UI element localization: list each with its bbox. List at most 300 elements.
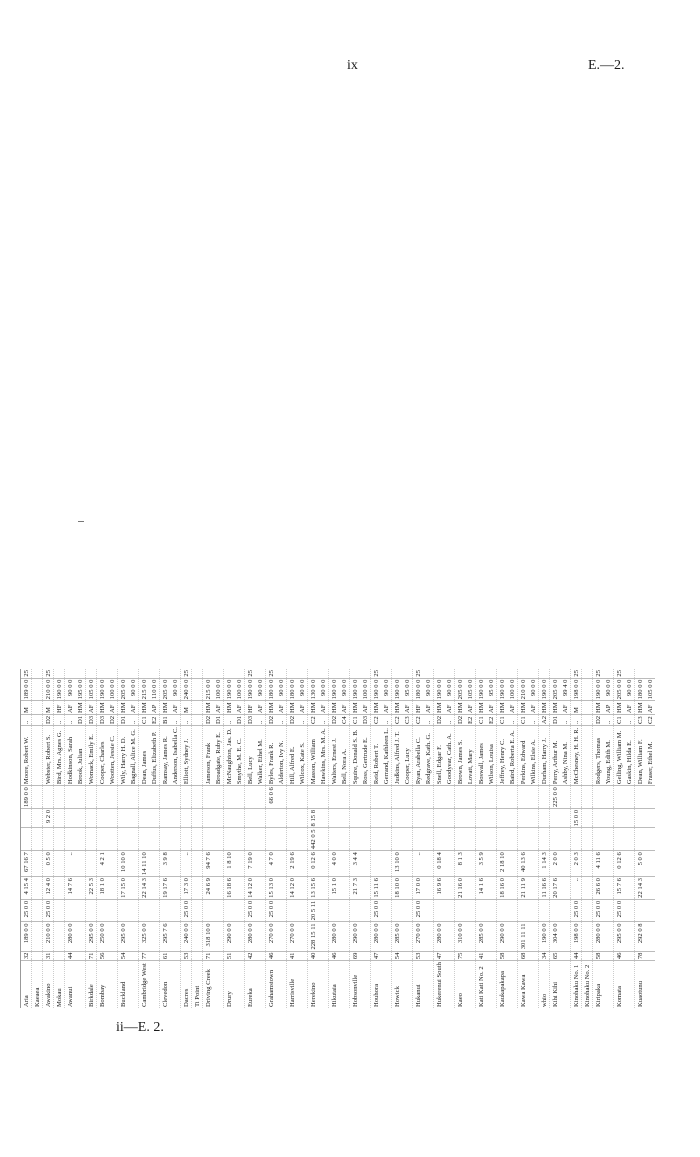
amount-cell-4: [329, 808, 340, 827]
amount-cell-3: [550, 828, 561, 851]
amount-cell-1: [318, 877, 329, 900]
teacher-name: Snell, Edgar F.: [434, 726, 445, 786]
amount-cell-2: 67 16 7: [21, 851, 32, 877]
salary-cell: 285 0 0: [476, 922, 487, 951]
house-allowance-cell: [507, 899, 518, 922]
amount-cell-5: [97, 786, 108, 809]
teacher-salary-cell: [192, 678, 203, 701]
teacher-salary-cell: 90 0 0: [276, 678, 287, 701]
teacher-name: Goodyear, Cath. A.: [444, 726, 455, 786]
teacher-salary-cell: 105 0 0: [465, 678, 476, 701]
amount-cell-3: [54, 828, 65, 851]
table-row: [97, 669, 108, 1008]
amount-cell-5: [645, 786, 655, 809]
allowance-cell: [86, 669, 97, 678]
position-cell: AF: [486, 701, 497, 715]
amount-cell-3: [128, 828, 139, 851]
table-row: [318, 669, 329, 1008]
classification-cell: ..: [54, 714, 65, 725]
amount-cell-3: [518, 828, 529, 851]
grade-cell: [75, 951, 86, 961]
house-allowance-cell: [350, 899, 361, 922]
amount-cell-4: [635, 808, 646, 827]
grade-cell: [192, 951, 203, 961]
table-row: [455, 669, 466, 1008]
salary-cell: 228 15 11: [308, 922, 319, 951]
grade-cell: 44: [571, 951, 582, 961]
house-allowance-cell: [550, 899, 561, 922]
school-name: [645, 961, 655, 1008]
amount-cell-2: 2 0 3: [571, 851, 582, 877]
amount-cell-2: 4 0 0: [329, 851, 340, 877]
amount-cell-2: [444, 851, 455, 877]
position-cell: HM: [160, 701, 171, 715]
classification-cell: D1: [550, 714, 561, 725]
school-name: Kati Kati No. 2: [476, 961, 487, 1008]
amount-cell-1: 17 3 0: [181, 877, 192, 900]
house-allowance-cell: [402, 899, 413, 922]
teacher-salary-cell: 190 0 0: [350, 678, 361, 701]
house-allowance-cell: 25 0 0: [21, 899, 32, 922]
school-name: Hukanui: [413, 961, 424, 1008]
grade-cell: [149, 951, 160, 961]
amount-cell-1: 19 17 6: [160, 877, 171, 900]
table-row: [645, 669, 655, 1008]
grade-cell: 69: [350, 951, 361, 961]
teacher-name: Broadgate, Ruby E.: [213, 726, 224, 786]
amount-cell-5: [118, 786, 129, 809]
allowance-cell: [528, 669, 539, 678]
amount-cell-2: [54, 851, 65, 877]
school-name: Kaeaea: [32, 961, 43, 1008]
table-row: [75, 669, 86, 1008]
amount-cell-3: [539, 828, 550, 851]
house-allowance-cell: [86, 899, 97, 922]
grade-cell: 53: [413, 951, 424, 961]
teacher-salary-cell: 100 0 0: [234, 678, 245, 701]
house-allowance-cell: [75, 899, 86, 922]
position-cell: HM: [266, 701, 277, 715]
table-row: [245, 669, 256, 1008]
amount-cell-4: [582, 808, 593, 827]
amount-cell-3: [118, 828, 129, 851]
amount-cell-1: [645, 877, 655, 900]
amount-cell-1: 14 12 0: [245, 877, 256, 900]
allowance-cell: [497, 669, 508, 678]
grade-cell: [318, 951, 329, 961]
table-row: [582, 669, 593, 1008]
teacher-name: [582, 726, 593, 786]
salary-cell: [624, 922, 635, 951]
classification-cell: D3: [86, 714, 97, 725]
amount-cell-3: [107, 828, 118, 851]
amount-cell-1: [465, 877, 476, 900]
amount-cell-2: 3 4 4: [350, 851, 361, 877]
amount-cell-2: 0 5 0: [43, 851, 54, 877]
position-cell: AF: [423, 701, 434, 715]
allowance-cell: [539, 669, 550, 678]
position-cell: HM: [392, 701, 403, 715]
school-name: [507, 961, 518, 1008]
allowance-cell: [54, 669, 65, 678]
amount-cell-3: [43, 828, 54, 851]
teacher-name: Young, Edith M.: [603, 726, 614, 786]
school-name: Dacres: [181, 961, 192, 1008]
amount-cell-3: [593, 828, 604, 851]
teacher-salary-cell: 205 0 0: [160, 678, 171, 701]
amount-cell-3: [582, 828, 593, 851]
amount-cell-2: [624, 851, 635, 877]
amount-cell-4: [560, 808, 571, 827]
school-name: [149, 961, 160, 1008]
teacher-salary-cell: 189 0 0: [21, 678, 32, 701]
grade-cell: [582, 951, 593, 961]
amount-cell-1: [339, 877, 350, 900]
house-allowance-cell: [635, 899, 646, 922]
salary-cell: [560, 922, 571, 951]
teacher-name: Lovatt, Mary: [465, 726, 476, 786]
school-name: [528, 961, 539, 1008]
grade-cell: [444, 951, 455, 961]
amount-cell-4: [287, 808, 298, 827]
amount-cell-5: [582, 786, 593, 809]
salary-cell: 270 0 0: [287, 922, 298, 951]
allowance-cell: [149, 669, 160, 678]
salary-cell: 280 0 0: [593, 922, 604, 951]
house-allowance-cell: [528, 899, 539, 922]
teacher-name: Walker, Ethel M.: [255, 726, 266, 786]
amount-cell-3: [455, 828, 466, 851]
amount-cell-5: [297, 786, 308, 809]
teacher-name: Alderton, Ivy N.: [276, 726, 287, 786]
amount-cell-1: [560, 877, 571, 900]
teacher-salary-cell: 90 0 0: [603, 678, 614, 701]
amount-cell-2: ..: [413, 851, 424, 877]
classification-cell: ..: [224, 714, 235, 725]
amount-cell-3: [497, 828, 508, 851]
house-allowance-cell: [645, 899, 655, 922]
amount-cell-1: [402, 877, 413, 900]
amount-cell-2: 2 18 10: [497, 851, 508, 877]
salary-cell: 280 0 0: [329, 922, 340, 951]
amount-cell-3: [21, 828, 32, 851]
allowance-cell: [160, 669, 171, 678]
amount-cell-4: [402, 808, 413, 827]
salary-cell: 250 0 0: [97, 922, 108, 951]
amount-cell-3: [149, 828, 160, 851]
house-allowance-cell: [624, 899, 635, 922]
allowance-cell: [118, 669, 129, 678]
teacher-name: Ross, Gertrude E.: [360, 726, 371, 786]
teacher-salary-cell: 190 0 0: [329, 678, 340, 701]
position-cell: HM: [476, 701, 487, 715]
amount-cell-1: [75, 877, 86, 900]
allowance-cell: [170, 669, 181, 678]
amount-cell-1: [192, 877, 203, 900]
position-cell: HM: [614, 701, 625, 715]
teacher-salary-cell: 240 0 0: [181, 678, 192, 701]
classification-cell: C1: [497, 714, 508, 725]
amount-cell-3: [507, 828, 518, 851]
table-row: [381, 669, 392, 1008]
table-row: [255, 669, 266, 1008]
teacher-name: [32, 726, 43, 786]
position-cell: AF: [107, 701, 118, 715]
amount-cell-3: [224, 828, 235, 851]
school-name: Kuaotunu: [635, 961, 646, 1008]
amount-cell-3: [181, 828, 192, 851]
amount-cell-1: [297, 877, 308, 900]
classification-cell: C2: [392, 714, 403, 725]
allowance-cell: [518, 669, 529, 678]
allowance-cell: [255, 669, 266, 678]
position-cell: AF: [297, 701, 308, 715]
amount-cell-2: [507, 851, 518, 877]
house-allowance-cell: [339, 899, 350, 922]
allowance-cell: [234, 669, 245, 678]
salary-cell: 295 0 0: [614, 922, 625, 951]
amount-cell-5: [160, 786, 171, 809]
salary-cell: [444, 922, 455, 951]
amount-cell-3: [381, 828, 392, 851]
amount-cell-2: 0 12 6: [614, 851, 625, 877]
teacher-salary-cell: 215 0 0: [203, 678, 214, 701]
amount-cell-3: [560, 828, 571, 851]
position-cell: AP: [149, 701, 160, 715]
grade-cell: [381, 951, 392, 961]
grade-cell: 47: [371, 951, 382, 961]
position-cell: AF: [444, 701, 455, 715]
salary-cell: [297, 922, 308, 951]
teacher-salary-cell: 95 0 0: [402, 678, 413, 701]
teacher-name: Webster, Robert S.: [43, 726, 54, 786]
amount-cell-1: [54, 877, 65, 900]
amount-cell-4: [550, 808, 561, 827]
teacher-name: Gelling, William M.: [614, 726, 625, 786]
amount-cell-5: [139, 786, 150, 809]
amount-cell-4: [486, 808, 497, 827]
teacher-name: Ramsay, James R.: [160, 726, 171, 786]
classification-cell: ..: [297, 714, 308, 725]
allowance-cell: [75, 669, 86, 678]
classification-cell: E2: [149, 714, 160, 725]
teacher-name: Bird, Mrs. Agnes G.: [54, 726, 65, 786]
table-row: [360, 669, 371, 1008]
classification-cell: ..: [381, 714, 392, 725]
teacher-salary-cell: 205 0 0: [118, 678, 129, 701]
amount-cell-5: [339, 786, 350, 809]
allowance-cell: [276, 669, 287, 678]
amount-cell-4: [203, 808, 214, 827]
house-allowance-cell: [224, 899, 235, 922]
classification-cell: ..: [128, 714, 139, 725]
allowance-cell: [339, 669, 350, 678]
amount-cell-5: [486, 786, 497, 809]
classification-cell: ..: [318, 714, 329, 725]
amount-cell-3: [297, 828, 308, 851]
allowance-cell: [645, 669, 655, 678]
salary-cell: 290 0 0: [350, 922, 361, 951]
amount-cell-3: [160, 828, 171, 851]
position-cell: AF: [624, 701, 635, 715]
amount-cell-4: [381, 808, 392, 827]
amount-cell-2: 10 10 0: [118, 851, 129, 877]
school-name: Cambridge West: [139, 961, 150, 1008]
table-row: [21, 669, 32, 1008]
salary-cell: 270 0 0: [266, 922, 277, 951]
amount-cell-2: 0 12 6: [308, 851, 319, 877]
amount-cell-5: [329, 786, 340, 809]
table-row: [497, 669, 508, 1008]
classification-cell: C1: [350, 714, 361, 725]
position-cell: [582, 701, 593, 715]
school-name: [255, 961, 266, 1008]
salary-cell: 290 0 0: [224, 922, 235, 951]
teacher-name: Fraser, Ethel M.: [645, 726, 655, 786]
teacher-salary-cell: 90 0 0: [381, 678, 392, 701]
teacher-salary-cell: 205 0 0: [455, 678, 466, 701]
classification-cell: C2: [413, 714, 424, 725]
allowance-cell: [203, 669, 214, 678]
amount-cell-2: [381, 851, 392, 877]
house-allowance-cell: [213, 899, 224, 922]
table-row: [181, 669, 192, 1008]
house-allowance-cell: [54, 899, 65, 922]
amount-cell-4: [465, 808, 476, 827]
classification-cell: ..: [624, 714, 635, 725]
school-name: Howick: [392, 961, 403, 1008]
amount-cell-3: [170, 828, 181, 851]
amount-cell-1: 21 16 0: [455, 877, 466, 900]
amount-cell-2: [318, 851, 329, 877]
teacher-name: Jeffrey, Henry C.: [497, 726, 508, 786]
amount-cell-2: [107, 851, 118, 877]
classification-cell: ..: [603, 714, 614, 725]
table-row: [350, 669, 361, 1008]
amount-cell-4: [614, 808, 625, 827]
grade-cell: 41: [287, 951, 298, 961]
school-name: Herekino: [308, 961, 319, 1008]
position-cell: HM: [329, 701, 340, 715]
grade-cell: 58: [497, 951, 508, 961]
classification-cell: D2: [203, 714, 214, 725]
house-allowance-cell: 25 0 0: [266, 899, 277, 922]
salary-cell: [54, 922, 65, 951]
house-allowance-cell: [423, 899, 434, 922]
amount-cell-1: 17 0 0: [413, 877, 424, 900]
amount-cell-4: [434, 808, 445, 827]
table-row: [444, 669, 455, 1008]
teacher-name: Hawkins, Mrs. M. A.: [318, 726, 329, 786]
allowance-cell: [65, 669, 76, 678]
house-allowance-cell: [476, 899, 487, 922]
amount-cell-4: 8 15 8: [308, 808, 319, 827]
teacher-name: Perry, Arthur M.: [550, 726, 561, 786]
teacher-name: Boswall, James: [476, 726, 487, 786]
table-row: [339, 669, 350, 1008]
teacher-name: Bell, Lucy: [245, 726, 256, 786]
school-name: [444, 961, 455, 1008]
amount-cell-4: [350, 808, 361, 827]
amount-cell-1: [381, 877, 392, 900]
house-allowance-cell: [97, 899, 108, 922]
amount-cell-4: [371, 808, 382, 827]
amount-cell-4: [160, 808, 171, 827]
classification-cell: ..: [181, 714, 192, 725]
house-allowance-cell: 25 0 0: [371, 899, 382, 922]
teacher-salary-cell: 90 0 0: [65, 678, 76, 701]
teacher-name: Perkins, Edward: [518, 726, 529, 786]
house-allowance-cell: 25 0 0: [413, 899, 424, 922]
classification-cell: C4: [339, 714, 350, 725]
amount-cell-5: [54, 786, 65, 809]
salary-cell: 270 0 0: [413, 922, 424, 951]
teacher-name: Bagnall, Alice M. G.: [128, 726, 139, 786]
amount-cell-5: [287, 786, 298, 809]
grade-cell: 78: [635, 951, 646, 961]
school-name: Kinohaku No. 2: [582, 961, 593, 1008]
amount-cell-4: [455, 808, 466, 827]
grade-cell: [560, 951, 571, 961]
position-cell: AF: [381, 701, 392, 715]
grade-cell: 46: [614, 951, 625, 961]
teacher-name: Gerrand, Kathleen L.: [381, 726, 392, 786]
salary-cell: [32, 922, 43, 951]
salary-cell: [360, 922, 371, 951]
teacher-name: Dean, William F.: [635, 726, 646, 786]
amount-cell-1: [149, 877, 160, 900]
amount-cell-1: [423, 877, 434, 900]
teacher-salary-cell: 190 0 0: [54, 678, 65, 701]
school-name: Houhora: [371, 961, 382, 1008]
table-row: [54, 669, 65, 1008]
position-cell: HF: [54, 701, 65, 715]
table-row: [603, 669, 614, 1008]
grade-cell: 31: [43, 951, 54, 961]
position-cell: M: [21, 701, 32, 715]
teacher-salary-cell: 90 0 0: [255, 678, 266, 701]
amount-cell-4: [97, 808, 108, 827]
amount-cell-1: 4 15 4: [21, 877, 32, 900]
amount-cell-3: [486, 828, 497, 851]
house-allowance-cell: [107, 899, 118, 922]
amount-cell-3: [245, 828, 256, 851]
amount-cell-3: [571, 828, 582, 851]
classification-cell: D2: [107, 714, 118, 725]
table-row: [32, 669, 43, 1008]
amount-cell-4: [624, 808, 635, 827]
amount-cell-3: [465, 828, 476, 851]
amount-cell-5: [392, 786, 403, 809]
classification-cell: ..: [276, 714, 287, 725]
teacher-salary-cell: 205 0 0: [614, 678, 625, 701]
position-cell: M: [181, 701, 192, 715]
amount-cell-1: [486, 877, 497, 900]
grade-cell: [624, 951, 635, 961]
allowance-cell: 25: [614, 669, 625, 678]
amount-cell-3: [339, 828, 350, 851]
house-allowance-cell: [486, 899, 497, 922]
amount-cell-1: ..: [571, 877, 582, 900]
salary-cell: 295 7 6: [160, 922, 171, 951]
amount-cell-5: [192, 786, 203, 809]
amount-cell-4: [318, 808, 329, 827]
amount-cell-3: [645, 828, 655, 851]
amount-cell-4: 15 0 0: [571, 808, 582, 827]
classification-cell: D2: [43, 714, 54, 725]
amount-cell-5: [32, 786, 43, 809]
amount-cell-2: [560, 851, 571, 877]
